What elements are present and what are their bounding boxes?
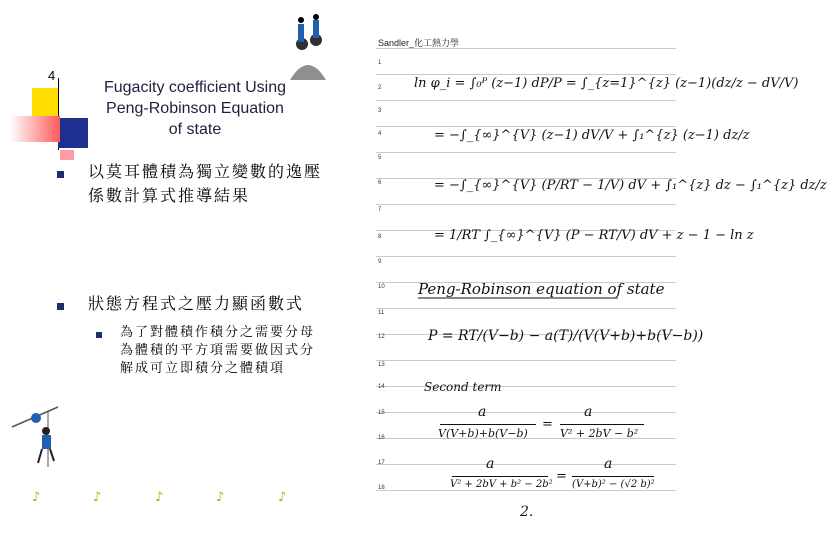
line-number: 15: [378, 410, 385, 416]
rule-line: [376, 490, 676, 491]
music-note-icon: ♪: [278, 490, 287, 505]
slide-title: Fugacity coefficient Using Peng-Robinson Equation of state: [103, 79, 286, 138]
decor-yellow-block: [32, 88, 58, 118]
line-number: 7: [378, 207, 382, 213]
rule-line: [376, 100, 676, 101]
line-number: 1: [378, 60, 382, 66]
music-note-icon: ♪: [216, 490, 225, 505]
rule-line: [376, 74, 676, 75]
fraction-denominator: (V+b)² − (√2 b)²: [572, 479, 655, 490]
fraction-bar: [440, 424, 536, 425]
line-number: 9: [378, 259, 382, 265]
sub-bullet-text: 為了對體積作積分之需要分母為體積的平方項需要做因式分解成可立即積分之體積項: [120, 325, 316, 376]
line-number: 4: [378, 131, 382, 137]
pr-equation: P = RT/(V−b) − a(T)/(V(V+b)+b(V−b)): [428, 328, 704, 344]
rule-line: [376, 308, 676, 309]
fraction-numerator: a: [584, 404, 593, 420]
line-number: 5: [378, 155, 382, 161]
equals-sign: =: [542, 417, 553, 432]
fraction-numerator: a: [478, 404, 487, 420]
line-number: 18: [378, 485, 385, 491]
fraction-numerator: a: [604, 456, 613, 472]
bullet-marker: [57, 171, 64, 178]
music-note-icon: ♪: [32, 490, 41, 505]
line-number: 3: [378, 108, 382, 114]
line-number: 6: [378, 180, 382, 186]
fraction-denominator: V(V+b)+b(V−b): [438, 427, 528, 440]
rule-line: [376, 386, 676, 387]
fraction-bar: [560, 424, 644, 425]
fraction-numerator: a: [486, 456, 495, 472]
decor-pink-block: [60, 150, 74, 160]
music-note-icon: ♪: [155, 490, 164, 505]
bullet-marker: [57, 303, 64, 310]
line-number: 12: [378, 334, 385, 340]
pr-heading-underline: [418, 297, 618, 300]
handwritten-equation-4: = 1/RT ∫_{∞}^{V} (P − RT/V) dV + z − 1 − ln z: [434, 228, 754, 243]
music-note-icon: ♪: [93, 490, 102, 505]
line-number: 13: [378, 362, 385, 368]
page-number: 2.: [520, 504, 534, 520]
handwritten-equation-2: = −∫_{∞}^{V} (z−1) dV/V + ∫₁^{z} (z−1) dz/z: [434, 128, 750, 143]
rope-climber-illustration: [8, 405, 63, 475]
climber-illustration: [278, 10, 338, 85]
line-number: 17: [378, 460, 385, 466]
handwritten-equation-3: = −∫_{∞}^{V} (P/RT − 1/V) dV + ∫₁^{z} dz − ∫₁^{z} dz/z: [434, 178, 827, 193]
line-number: 8: [378, 234, 382, 240]
pr-heading: Peng-Robinson equation of state: [418, 280, 665, 298]
fraction-denominator: V² + 2bV − b²: [560, 427, 639, 440]
slide-number: 4: [48, 68, 56, 83]
fraction-denominator: V² + 2bV + b² − 2b²: [450, 479, 553, 490]
second-term-label: Second term: [424, 380, 502, 394]
handwritten-equation-1: ln φ_i = ∫₀ᴾ (z−1) dP/P = ∫_{z=1}^{z} (z−1)(dz/z − dV/V): [414, 76, 799, 91]
line-number: 14: [378, 384, 385, 390]
fraction-bar: [572, 476, 654, 477]
rule-line: [376, 464, 676, 465]
rule-line: [376, 204, 676, 205]
rule-line: [376, 48, 676, 49]
line-number: 11: [378, 310, 385, 316]
sub-bullet-marker: [96, 332, 102, 338]
notes-header: Sandler_化工熱力學: [378, 38, 460, 48]
line-number: 16: [378, 435, 385, 441]
line-number: 10: [378, 284, 385, 290]
decor-blue-block: [58, 118, 88, 148]
rule-line: [376, 360, 676, 361]
fraction-bar: [452, 476, 548, 477]
bullet-text: 狀態方程式之壓力顯函數式: [88, 294, 305, 313]
bullet-text: 以莫耳體積為獨立變數的逸壓係數計算式推導結果: [88, 162, 323, 205]
equals-sign: =: [556, 469, 567, 484]
line-number: 2: [378, 85, 382, 91]
rule-line: [376, 412, 676, 413]
decor-red-block: [10, 116, 60, 142]
rule-line: [376, 152, 676, 153]
rule-line: [376, 126, 676, 127]
rule-line: [376, 256, 676, 257]
